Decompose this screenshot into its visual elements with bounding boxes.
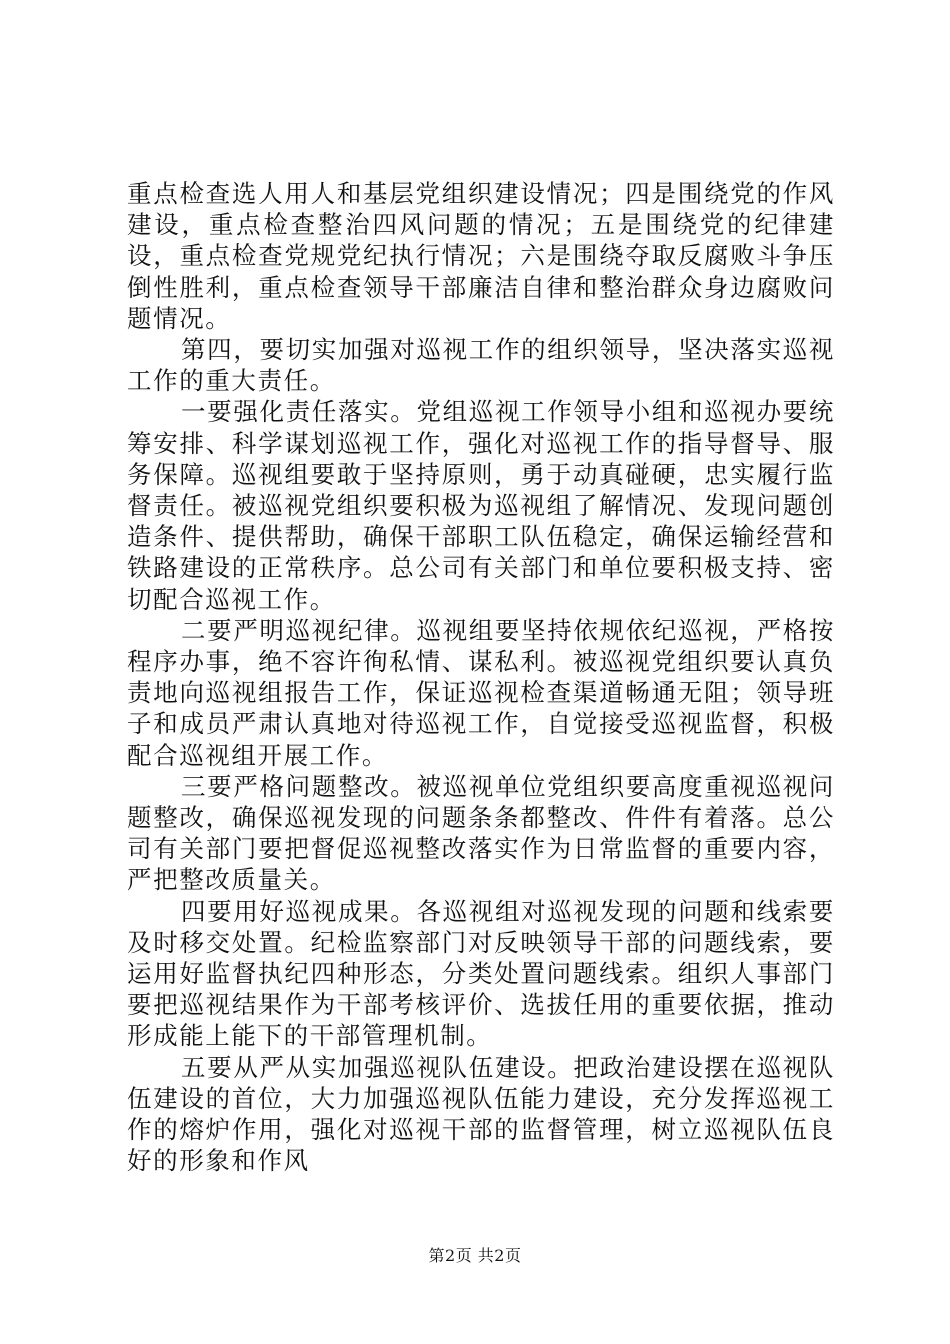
- paragraph-1: 重点检查选人用人和基层党组织建设情况；四是围绕党的作风建设，重点检查整治四风问题的情况；五是围绕党的纪律建设，重点检查党规党纪执行情况；六是围绕夺取反腐败斗争压倒性胜利，重点检查领导干部廉洁自律和整治群众身边腐败问题情况。: [127, 179, 835, 333]
- paragraph-4: 二要严明巡视纪律。巡视组要坚持依规依纪巡视，严格按程序办事，绝不容许徇私情、谋私利。被巡视党组织要认真负责地向巡视组报告工作，保证巡视检查渠道畅通无阻；领导班子和成员严肃认真地对待巡视工作，自觉接受巡视监督，积极配合巡视组开展工作。: [127, 615, 835, 770]
- page-footer: [0, 1246, 950, 1266]
- page-number-label: 第2页 共2页: [428, 1246, 522, 1265]
- paragraph-5: 三要严格问题整改。被巡视单位党组织要高度重视巡视问题整改，确保巡视发现的问题条条都整改、件件有着落。总公司有关部门要把督促巡视整改落实作为日常监督的重要内容，严把整改质量关。: [127, 771, 835, 895]
- paragraph-7: 五要从严从实加强巡视队伍建设。把政治建设摆在巡视队伍建设的首位，大力加强巡视队伍能力建设，充分发挥巡视工作的熔炉作用，强化对巡视干部的监督管理，树立巡视队伍良好的形象和作风: [127, 1052, 835, 1176]
- paragraph-6: 四要用好巡视成果。各巡视组对巡视发现的问题和线索要及时移交处置。纪检监察部门对反映领导干部的问题线索，要运用好监督执纪四种形态，分类处置问题线索。组织人事部门要把巡视结果作为干部考核评价、选拔任用的重要依据，推动形成能上能下的干部管理机制。: [127, 896, 835, 1051]
- document-body: [127, 178, 835, 1177]
- paragraph-2: 第四，要切实加强对巡视工作的组织领导，坚决落实巡视工作的重大责任。: [127, 335, 835, 396]
- paragraph-3: 一要强化责任落实。党组巡视工作领导小组和巡视办要统筹安排、科学谋划巡视工作，强化对巡视工作的指导督导、服务保障。巡视组要敢于坚持原则，勇于动真碰硬，忠实履行监督责任。被巡视党组织要积极为巡视组了解情况、发现问题创造条件、提供帮助，确保干部职工队伍稳定，确保运输经营和铁路建设的正常秩序。总公司有关部门和单位要积极支持、密切配合巡视工作。: [127, 397, 835, 614]
